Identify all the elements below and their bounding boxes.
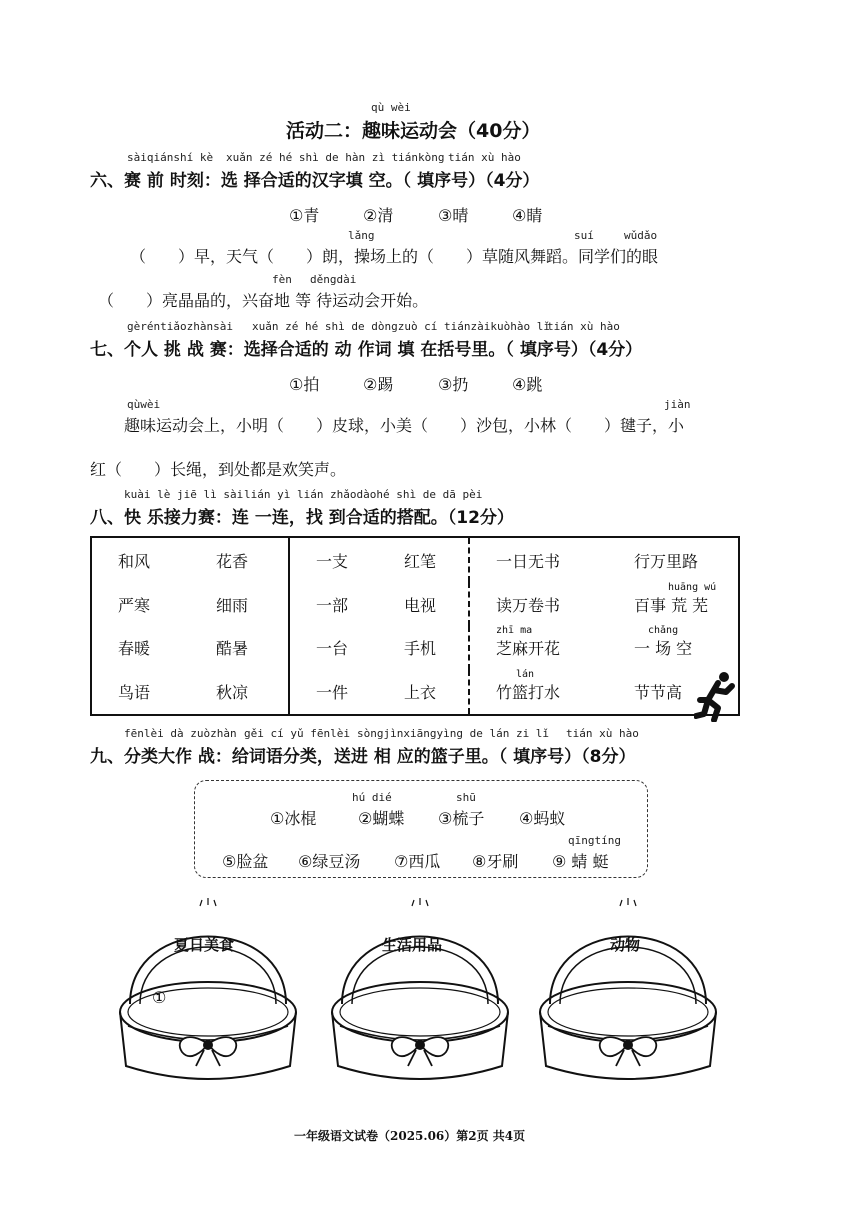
match-word[interactable] xyxy=(608,582,739,626)
q6-option-4: ④睛 xyxy=(512,206,543,225)
match-word-text: 百事 荒 芜 xyxy=(634,595,709,615)
table-row xyxy=(91,626,739,670)
q8-pinyin-b: lián yì lián xyxy=(244,488,324,501)
match-word[interactable]: 酷暑 xyxy=(216,639,249,659)
q6-title: 六、赛 前 时刻：选 择合适的汉字填 空。（ 填序号）（4分） xyxy=(90,171,540,191)
match-word[interactable]: 电视 xyxy=(404,595,437,615)
match-word[interactable]: 读万卷书 xyxy=(469,582,608,626)
match-word[interactable]: 上衣 xyxy=(404,683,437,703)
q9-pinyin-a: fēnlèi dà zuòzhàn xyxy=(124,727,237,740)
q9-pinyin-hudie: hú dié xyxy=(352,791,392,804)
q6-sentence-line-2: （ ）亮晶晶的，兴奋地 等 待运动会开始。 xyxy=(98,291,429,310)
q9-word-3: ③梳子 xyxy=(438,809,485,828)
q7-sentence-line-2: 红（ ）长绳，到处都是欢笑声。 xyxy=(90,460,347,479)
q9-word-6: ⑥绿豆汤 xyxy=(298,852,361,871)
basket-summer-food-illustration xyxy=(116,894,300,1084)
basket-daily-goods-illustration xyxy=(328,894,512,1084)
q9-pinyin-b: gěi cí yǔ fēnlèi xyxy=(244,727,350,740)
q6-pinyin-dengdai: děngdài xyxy=(310,273,357,286)
q9-pinyin-c: sòngjìnxiāngyìng de lán zi lǐ xyxy=(357,727,550,740)
q6-pinyin-b: xuǎn zé hé shì de hàn zì tiánkòng xyxy=(226,151,445,164)
match-word[interactable]: 行万里路 xyxy=(634,551,699,571)
match-word-text: 一 场 空 xyxy=(634,639,693,659)
match-word[interactable] xyxy=(608,626,739,670)
q9-pinyin-d: tián xù hào xyxy=(566,727,639,740)
basket-label-summer-food: 夏日美食 xyxy=(174,936,235,954)
match-word[interactable]: 一日无书 xyxy=(469,537,608,582)
q7-title: 七、个人 挑 战 赛：选择合适的 动 作词 填 在括号里。（ 填序号）（4分） xyxy=(90,340,643,360)
q9-pinyin-qingting: qīngtíng xyxy=(568,834,621,847)
match-word[interactable]: 花香 xyxy=(216,551,249,571)
q9-word-9: ⑨ 蜻 蜓 xyxy=(552,852,609,871)
match-word[interactable]: 手机 xyxy=(404,639,437,659)
q6-sentence-line-1: （ ）早，天气（ ）朗，操场上的（ ）草随风舞蹈。同学们的眼 xyxy=(130,247,659,266)
q9-word-1: ①冰棍 xyxy=(270,809,317,828)
q7-pinyin-c: tián xù hào xyxy=(547,320,620,333)
q6-pinyin-wudao: wǔdǎo xyxy=(624,229,658,242)
q6-pinyin-a: sàiqiánshí kè xyxy=(127,151,214,164)
pinyin-lan: lán xyxy=(516,669,535,681)
q8-pinyin-c: zhǎodàohé shì de dā pèi xyxy=(330,488,483,501)
match-word[interactable]: 和风 xyxy=(118,551,151,571)
q9-word-7: ⑦西瓜 xyxy=(394,852,441,871)
q9-word-5: ⑤脸盆 xyxy=(222,852,269,871)
page-title: 活动二：趣味运动会（40分） xyxy=(286,120,541,142)
match-word[interactable]: 一支 xyxy=(289,537,378,582)
basket-label-daily-goods: 生活用品 xyxy=(382,936,443,954)
match-word[interactable] xyxy=(469,670,608,715)
q9-word-2: ②蝴蝶 xyxy=(358,809,405,828)
match-word[interactable]: 春暖 xyxy=(118,639,151,659)
basket-label-animals: 动物 xyxy=(610,936,641,954)
match-word[interactable]: 鸟语 xyxy=(118,683,151,703)
match-word[interactable]: 一台 xyxy=(289,626,378,670)
pinyin-chang: chǎng xyxy=(648,625,679,637)
table-row xyxy=(91,582,739,626)
q8-matching-table xyxy=(90,536,740,716)
match-word-text: 芝麻开花 xyxy=(496,639,561,659)
pinyin-huangwu: huāng wú xyxy=(668,581,717,593)
match-word[interactable]: 红笔 xyxy=(404,551,437,571)
q7-option-3: ③扔 xyxy=(438,375,469,394)
q6-pinyin-c: tián xù hào xyxy=(448,151,521,164)
q7-pinyin-jian: jiàn xyxy=(664,398,691,411)
q8-pinyin-a: kuài lè jiē lì sài xyxy=(124,488,244,501)
match-word[interactable] xyxy=(469,626,608,670)
match-word[interactable]: 秋凉 xyxy=(216,683,249,703)
q6-pinyin-fen: fèn xyxy=(272,273,292,286)
basket-animals-illustration xyxy=(536,894,720,1084)
q7-pinyin-a: gèréntiǎozhànsài xyxy=(127,320,233,333)
match-word[interactable]: 节节高 xyxy=(634,683,683,703)
match-word[interactable]: 一部 xyxy=(289,582,378,626)
q6-option-2: ②清 xyxy=(363,206,394,225)
q6-option-1: ①青 xyxy=(289,206,320,225)
table-row xyxy=(91,537,739,582)
q8-title: 八、快 乐接力赛：连 一连，找 到合适的搭配。（12分） xyxy=(90,508,514,528)
q7-pinyin-quwei: qùwèi xyxy=(127,398,161,411)
match-word[interactable]: 严寒 xyxy=(118,595,151,615)
q7-option-1: ①拍 xyxy=(289,375,320,394)
basket-example-answer: ① xyxy=(152,988,167,1007)
q7-pinyin-b: xuǎn zé hé shì de dòngzuò cí tiánzàikuòhào lǐ xyxy=(252,320,551,333)
match-word[interactable]: 细雨 xyxy=(216,595,249,615)
title-pinyin: qù wèi xyxy=(371,101,411,114)
match-word[interactable]: 一件 xyxy=(289,670,378,715)
page-footer: 一年级语文试卷（2025.06）第2页 共4页 xyxy=(294,1129,526,1143)
q7-sentence-line-1: 趣味运动会上，小明（ ）皮球，小美（ ）沙包，小林（ ）毽子，小 xyxy=(124,416,685,435)
q9-word-4: ④蚂蚁 xyxy=(519,809,566,828)
runner-icon xyxy=(694,670,740,722)
q9-title: 九、分类大作 战：给词语分类，送进 相 应的篮子里。（ 填序号）（8分） xyxy=(90,747,636,767)
table-row xyxy=(91,670,739,715)
q7-option-4: ④跳 xyxy=(512,375,543,394)
q9-pinyin-shu: shū xyxy=(456,791,476,804)
q9-word-8: ⑧牙刷 xyxy=(472,852,519,871)
match-word-text: 竹篮打水 xyxy=(496,683,561,703)
q6-pinyin-lang: lǎng xyxy=(348,229,375,242)
q6-option-3: ③晴 xyxy=(438,206,469,225)
q7-option-2: ②踢 xyxy=(363,375,394,394)
pinyin-zhima: zhī ma xyxy=(496,625,533,637)
q6-pinyin-sui: suí xyxy=(574,229,594,242)
